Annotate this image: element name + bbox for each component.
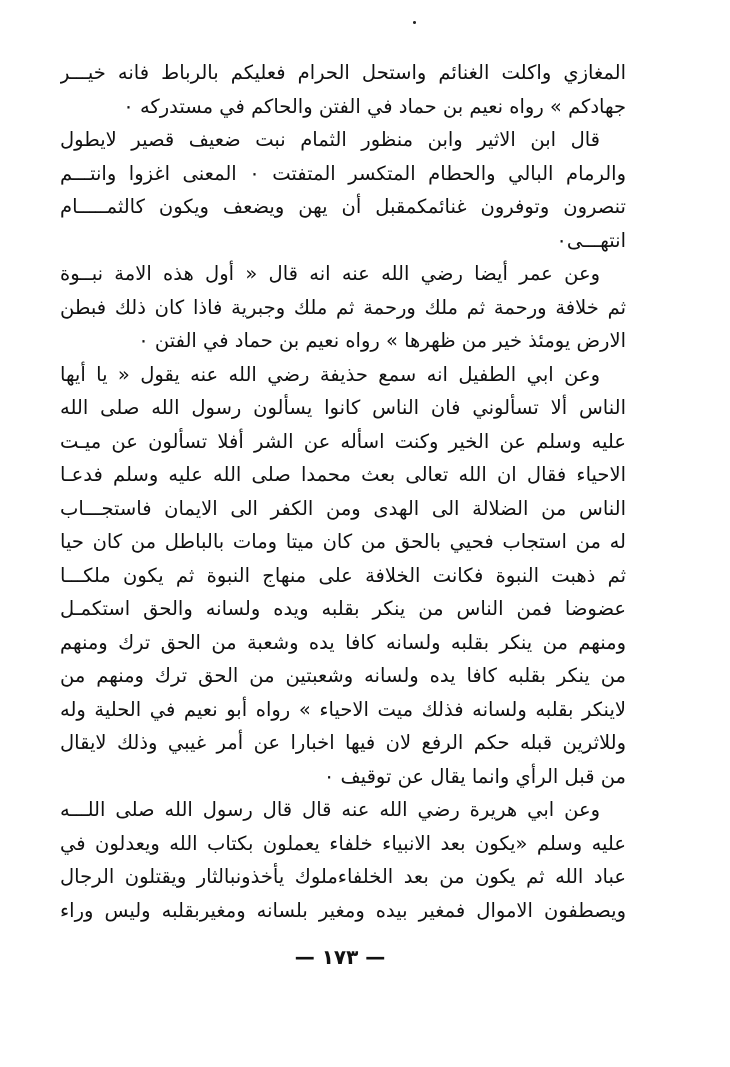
text-line: تنصرون وتوفرون غنائمكمقبل أن يهن ويضعف ويكون كالثمـــــام <box>60 195 626 218</box>
text-line: عليه وسلم «يكون بعد الانبياء خلفاء يعملون بكتاب الله ويعدلون في <box>60 831 626 855</box>
text-line: وعن ابي الطفيل انه سمع حذيفة رضي الله عنه يقول « يا أيها <box>60 362 600 386</box>
scan-speck <box>413 21 416 24</box>
text-line: الارض يومئذ خير من ظهرها » رواه نعيم بن حماد في الفتن ٠ <box>138 329 626 352</box>
text-line: من قبل الرأي وانما يقال عن توقيف ٠ <box>323 764 626 788</box>
text-line: وللاثرين قبله حكم الرفع لان فيها اخبارا عن أمر غيبي وذلك لايقال <box>60 731 626 754</box>
text-line: عباد الله ثم يكون من بعد الخلفاءملوك يأخذونبالثار ويقتلون الرجال <box>60 865 626 888</box>
text-line: جهادكم » رواه نعيم بن حماد في الفتن والحاكم في مستدركه ٠ <box>123 94 626 118</box>
text-line: ثم ذهبت النبوة فكانت الخلافة على منهاج النبوة ثم يكون ملكـــا <box>60 563 626 587</box>
text-line: ثم خلافة ورحمة ثم ملك ورحمة ثم ملك وجبرية فاذا كان ذلك فبطن <box>60 295 626 319</box>
text-line: عضوضا فمن الناس من ينكر بقلبه ويده ولسانه والحق استكمـل <box>60 597 626 620</box>
text-line: لاينكر بقلبه ولسانه فذلك ميت الاحياء » رواه أبو نعيم في الحلية وله <box>60 697 626 721</box>
text-line: وعن ابي هريرة رضي الله عنه قال قال رسول الله صلى اللـــه <box>60 798 600 821</box>
text-line: الناس من الضلالة الى الهدى ومن الكفر الى الايمان فاستجـــاب <box>60 496 626 520</box>
body-text <box>60 56 626 927</box>
text-line: الاحياء فقال ان الله تعالى بعث محمدا صلى الله عليه وسلم فدعـا <box>60 463 626 486</box>
text-line: الناس ألا تسألوني فان الناس كانوا يسألون رسول الله صلى الله <box>60 396 626 419</box>
text-line: والرمام البالي والحطام المتكسر المتفتت ٠ المعنى اغزوا وانتـــم <box>60 161 626 185</box>
text-line: قال ابن الاثير وابن منظور الثمام نبت ضعيف قصير لايطول <box>60 128 600 151</box>
page-number: — ١٧٣ — <box>294 945 386 969</box>
text-line: وعن عمر أيضا رضي الله عنه انه قال « أول هذه الامة نبــوة <box>60 262 600 285</box>
text-line: انتهـــى٠ <box>556 228 626 252</box>
text-line: من ينكر بقلبه كافا يده ولسانه وشعبتين من الحق ترك ومنهم من <box>60 664 626 687</box>
text-line: المغازي واكلت الغنائم واستحل الحرام فعليكم بالرباط فانه خيـــر <box>60 61 626 84</box>
text-line: ومنهم من ينكر بقلبه ولسانه كافا يده وشعبة من الحق ترك ومنهم <box>60 630 626 654</box>
text-line: ويصطفون الاموال فمغير بيده ومغير بلسانه ومغيربقلبه وليس وراء <box>60 898 626 922</box>
text-line: عليه وسلم عن الخير وكنت اسأله عن الشر أفلا تسألون عن ميـت <box>60 429 626 453</box>
text-line: له من استجاب فحيي بالحق من كان ميتا ومات بالباطل من كان حيا <box>60 530 626 553</box>
